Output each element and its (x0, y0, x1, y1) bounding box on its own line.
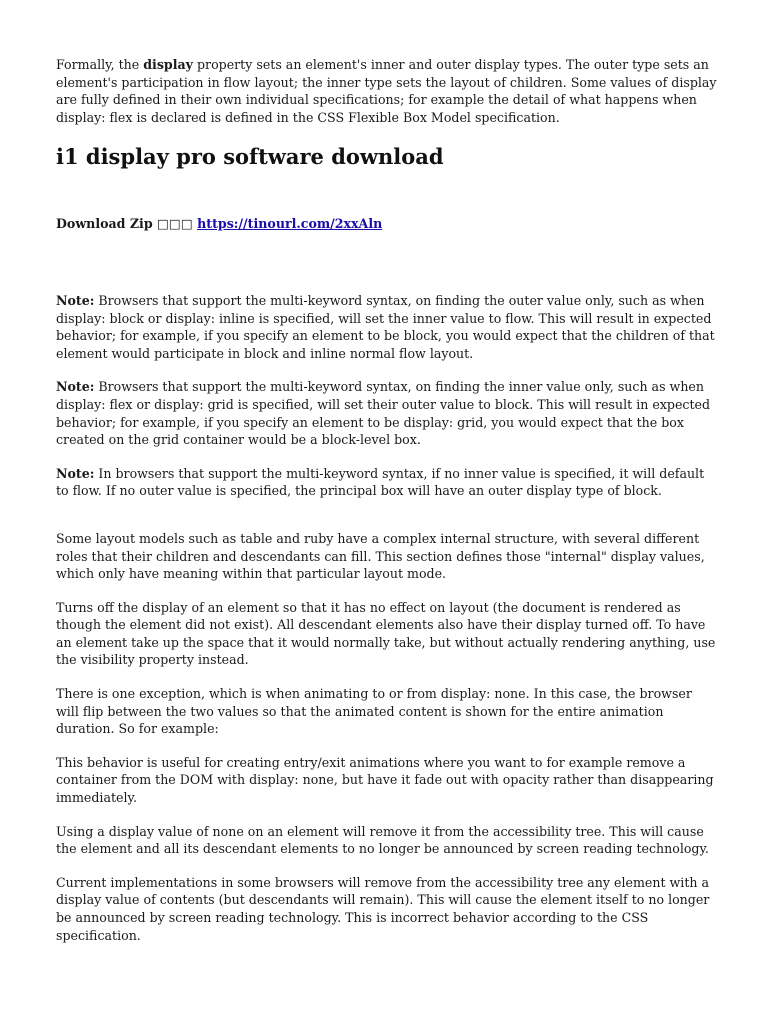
document-page (56, 56, 718, 960)
notes-section (56, 292, 718, 500)
body-paragraph: This behavior is useful for creating entry/exit animations where you want to for example remove a container from the DOM with display: none, but have it fade out with opacity rather than disappearing immediately. (56, 754, 714, 806)
note-paragraph (56, 378, 718, 448)
intro-text-after: property sets an element's inner and outer display types. The outer type sets an element's participation in flow layout; the inner type sets the layout of children. Some values of display are fully defined in their own individual specifications; for example the detail of what happens when display: flex is declared is defined in the CSS Flexible Box Model specification. (56, 57, 717, 125)
download-line (56, 215, 718, 233)
body-paragraph: Using a display value of none on an element will remove it from the accessibility tree. This will cause the element and all its descendant elements to no longer be announced by screen reading technology. (56, 823, 709, 857)
placeholder-glyphs: □□□ (157, 216, 193, 232)
note-paragraph (56, 292, 718, 362)
body-paragraph: Turns off the display of an element so that it has no effect on layout (the document is rendered as though the element did not exist). All descendant elements also have their display turned off. To have an element take up the space that it would normally take, but without actually rendering anything, use the visibility property instead. (56, 599, 716, 668)
body-paragraph: Some layout models such as table and ruby have a complex internal structure, with several different roles that their children and descendants can fill. This section defines those "internal" display values, which only have meaning within that particular layout mode. (56, 530, 705, 582)
intro-paragraph (56, 56, 718, 126)
note-text: In browsers that support the multi-keyword syntax, if no inner value is specified, it will default to flow. If no outer value is specified, the principal box will have an outer display type of block. (56, 465, 705, 499)
download-link[interactable]: https://tinourl.com/2xxAln (197, 216, 383, 232)
intro-text-before: Formally, the (56, 57, 144, 72)
body-section (56, 530, 718, 944)
note-text: Browsers that support the multi-keyword syntax, on finding the outer value only, such as when display: block or display: inline is specified, will set the inner value to flow. This will result in expected behavior; for example, if you specify an element to be block, you would expect that the children of that element would participate in block and inline normal flow layout. (56, 292, 715, 361)
note-text: Browsers that support the multi-keyword syntax, on finding the inner value only, such as when display: flex or display: grid is specified, will set their outer value to block. This will result in expected behavior; for example, if you specify an element to be display: grid, you would expect that the box created on the grid container would be a block-level box. (56, 379, 711, 448)
note-paragraph (56, 465, 718, 500)
note-label: Note: (56, 379, 95, 395)
body-paragraph: Current implementations in some browsers will remove from the accessibility tree any element with a display value of contents (but descendants will remain). This will cause the element itself to no longer be announced by screen reading technology. This is incorrect behavior according to the CSS specification. (56, 874, 710, 943)
intro-bold-term: display (143, 57, 193, 72)
body-paragraph: There is one exception, which is when animating to or from display: none. In this case, the browser will flip between the two values so that the animated content is shown for the entire animation duration. So for example: (56, 686, 692, 737)
page-title: i1 display pro software download (56, 144, 444, 170)
note-label: Note: (56, 292, 95, 308)
download-label: Download Zip (56, 216, 153, 232)
note-label: Note: (56, 465, 95, 481)
section-spacer (56, 516, 718, 530)
